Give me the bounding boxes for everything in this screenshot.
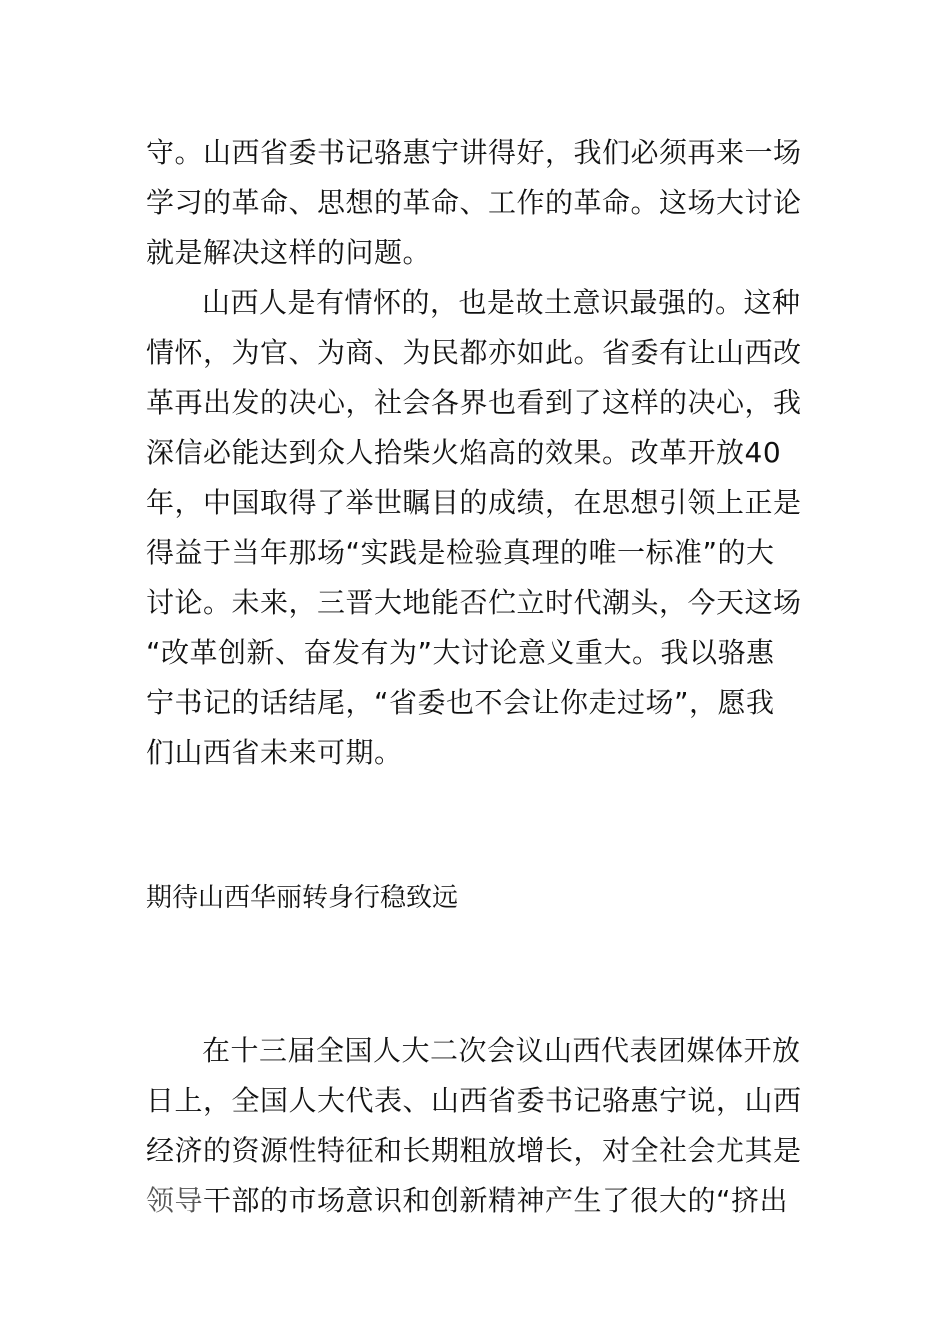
paragraph-line: 经济的资源性特征和长期粗放增长，对全社会尤其是 bbox=[146, 1134, 802, 1167]
paragraph-line: 讨论。未来，三晋大地能否伫立时代潮头，今天这场 bbox=[146, 586, 802, 619]
paragraph-line: 情怀，为官、为商、为民都亦如此。省委有让山西改 bbox=[146, 336, 802, 369]
section-title: 期待山西华丽转身行稳致远 bbox=[146, 883, 459, 913]
paragraph-line: 们山西省未来可期。 bbox=[146, 736, 403, 769]
paragraph-line: 学习的革命、思想的革命、工作的革命。这场大讨论 bbox=[146, 186, 802, 219]
paragraph-line: 山西人是有情怀的，也是故土意识最强的。这种 bbox=[202, 286, 801, 319]
paragraph-line: 就是解决这样的问题。 bbox=[146, 236, 432, 269]
paragraph-line-rest: 干部的市场意识和创新精神产生了很大的“挤出 bbox=[203, 1184, 789, 1217]
paragraph-line: 得益于当年那场“实践是检验真理的唯一标准”的大 bbox=[146, 536, 775, 569]
paragraph-line: 在十三届全国人大二次会议山西代表团媒体开放 bbox=[202, 1034, 801, 1067]
paragraph-line: “改革创新、奋发有为”大讨论意义重大。我以骆惠 bbox=[146, 636, 775, 669]
paragraph-line: 年，中国取得了举世瞩目的成绩，在思想引领上正是 bbox=[146, 486, 802, 519]
paragraph-line: 革再出发的决心，社会各界也看到了这样的决心，我 bbox=[146, 386, 802, 419]
paragraph-line: 深信必能达到众人拾柴火焰高的效果。改革开放40 bbox=[146, 436, 782, 469]
paragraph-line-prefix: 领导 bbox=[146, 1184, 204, 1217]
paragraph-line bbox=[146, 1184, 816, 1218]
paragraph-line: 日上，全国人大代表、山西省委书记骆惠宁说，山西 bbox=[146, 1084, 802, 1117]
paragraph-line: 守。山西省委书记骆惠宁讲得好，我们必须再来一场 bbox=[146, 136, 802, 169]
paragraph-line: 宁书记的话结尾，“省委也不会让你走过场”，愿我 bbox=[146, 686, 775, 719]
